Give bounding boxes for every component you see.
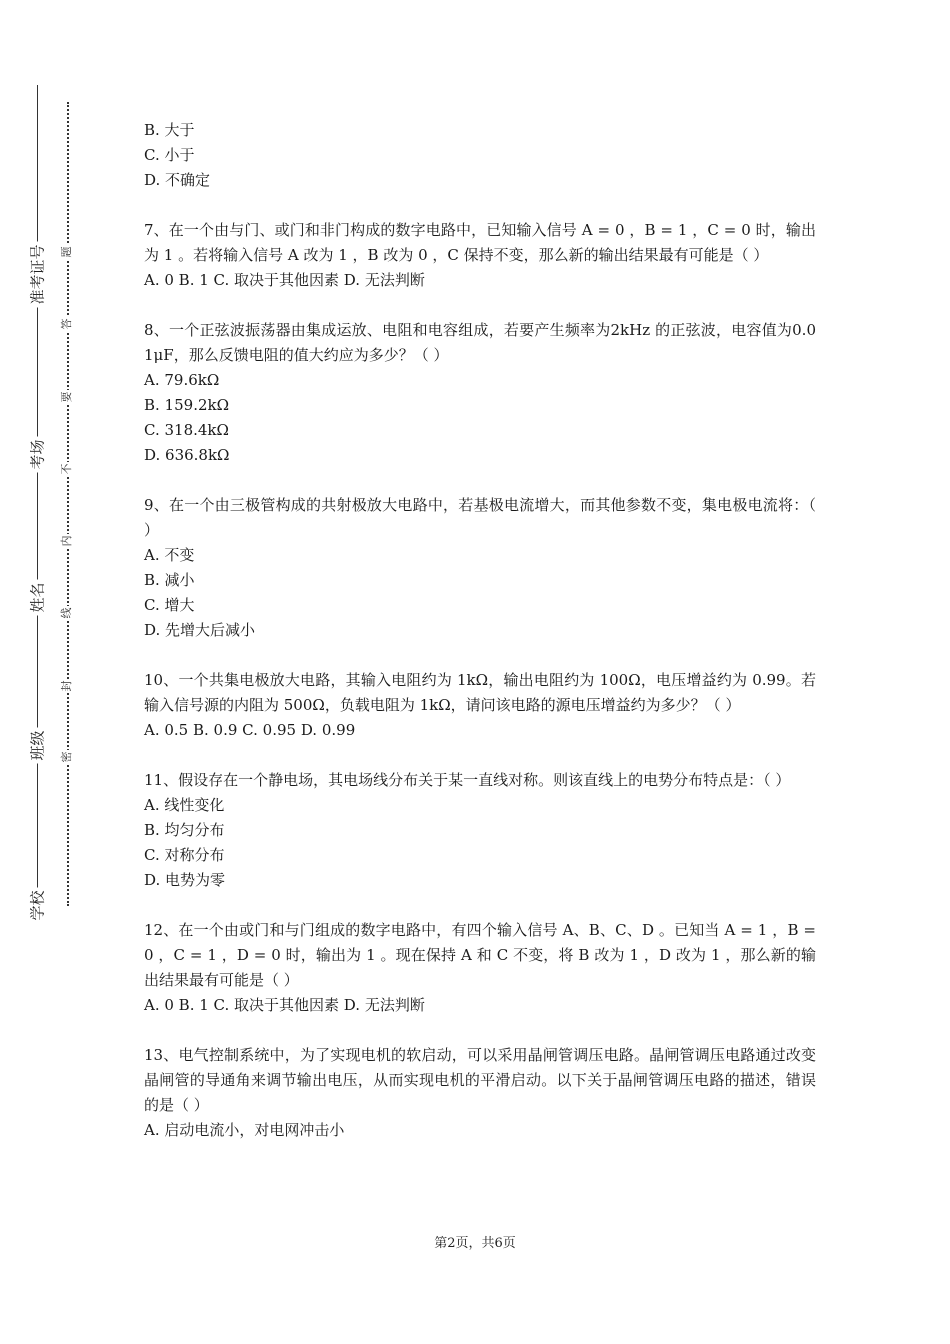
question-stem: 8、一个正弦波振荡器由集成运放、电阻和电容组成，若要产生频率为2kHz 的正弦波，电容值为0.01μF，那么反馈电阻的值大约应为多少？（ ） <box>144 321 816 364</box>
question-stem: 9、在一个由三极管构成的共射极放大电路中，若基极电流增大，而其他参数不变，集电极电流将：（ ） <box>144 496 816 539</box>
class-field: 班级 <box>31 726 46 766</box>
option: D. 636.8kΩ <box>144 446 230 464</box>
option: D. 先增大后减小 <box>144 621 256 639</box>
option: B. 减小 <box>144 571 195 589</box>
name-field: 姓名 <box>31 578 46 618</box>
seal-char: 封 <box>60 680 73 692</box>
option: A. 启动电流小，对电网冲击小 <box>144 1121 345 1139</box>
option: A. 不变 <box>144 546 195 564</box>
seal-char: 要 <box>60 391 73 403</box>
option: D. 不确定 <box>144 171 211 189</box>
option: A. 0.5 B. 0.9 C. 0.95 D. 0.99 <box>144 721 356 739</box>
option: C. 318.4kΩ <box>144 421 229 439</box>
option: C. 对称分布 <box>144 846 225 864</box>
question-stem: 11、假设存在一个静电场，其电场线分布关于某一直线对称。则该直线上的电势分布特点是：（ ） <box>144 771 791 789</box>
binding-solid-line <box>37 85 38 908</box>
question-stem: 10、一个共集电极放大电路，其输入电阻约为 1kΩ，输出电阻约为 100Ω，电压增益约为 0.99。若输入信号源的内阻为 500Ω，负载电阻为 1kΩ，请问该电路的源电压增益约为多少？（ ） <box>144 671 816 714</box>
previous-question-options <box>144 118 816 193</box>
question-stem: 7、在一个由与门、或门和非门构成的数字电路中，已知输入信号 A = 0 ，B = 1 ，C = 0 时，输出为 1 。若将输入信号 A 改为 1 ，B 改为 0 ，C 保持不变，那么新的输出结果最有可能是（ ） <box>144 221 816 264</box>
question-stem: 12、在一个由或门和与门组成的数字电路中，有四个输入信号 A、B、C、D 。已知当 A = 1 ，B = 0 ，C = 1 ，D = 0 时，输出为 1 。现在保持 A 和 C 不变，将 B 改为 1 ，D 改为 1 ，那么新的输出结果最有可能是（ ） <box>144 921 816 989</box>
seal-char: 密 <box>60 751 73 763</box>
question-13 <box>144 1043 816 1143</box>
option: A. 线性变化 <box>144 796 225 814</box>
option: B. 大于 <box>144 121 195 139</box>
option: C. 增大 <box>144 596 195 614</box>
seal-char: 内 <box>60 535 73 547</box>
option: B. 均匀分布 <box>144 821 225 839</box>
seal-char: 不 <box>60 463 73 475</box>
option: A. 79.6kΩ <box>144 371 220 389</box>
question-11 <box>144 768 816 893</box>
question-7 <box>144 218 816 293</box>
question-12 <box>144 918 816 1018</box>
school-field: 学校 <box>31 886 46 926</box>
option: A. 0 B. 1 C. 取决于其他因素 D. 无法判断 <box>144 996 425 1014</box>
option: B. 159.2kΩ <box>144 396 230 414</box>
option: C. 小于 <box>144 146 195 164</box>
exam-room-field: 考场 <box>31 435 46 475</box>
seal-dotted-line <box>67 102 69 906</box>
option: A. 0 B. 1 C. 取决于其他因素 D. 无法判断 <box>144 271 425 289</box>
page-footer: 第2页，共6页 <box>434 1236 516 1251</box>
question-8 <box>144 318 816 468</box>
seal-char: 线 <box>60 607 73 619</box>
question-stem: 13、电气控制系统中，为了实现电机的软启动，可以采用晶闸管调压电路。晶闸管调压电路通过改变晶闸管的导通角来调节输出电压，从而实现电机的平滑启动。以下关于晶闸管调压电路的描述，错误的是（ ） <box>144 1046 816 1114</box>
exam-content <box>144 118 816 1143</box>
seal-char: 答 <box>60 318 73 330</box>
exam-number-field: 准考证号 <box>31 268 46 308</box>
question-9 <box>144 493 816 643</box>
question-10 <box>144 668 816 743</box>
seal-char: 题 <box>60 246 73 258</box>
option: D. 电势为零 <box>144 871 226 889</box>
